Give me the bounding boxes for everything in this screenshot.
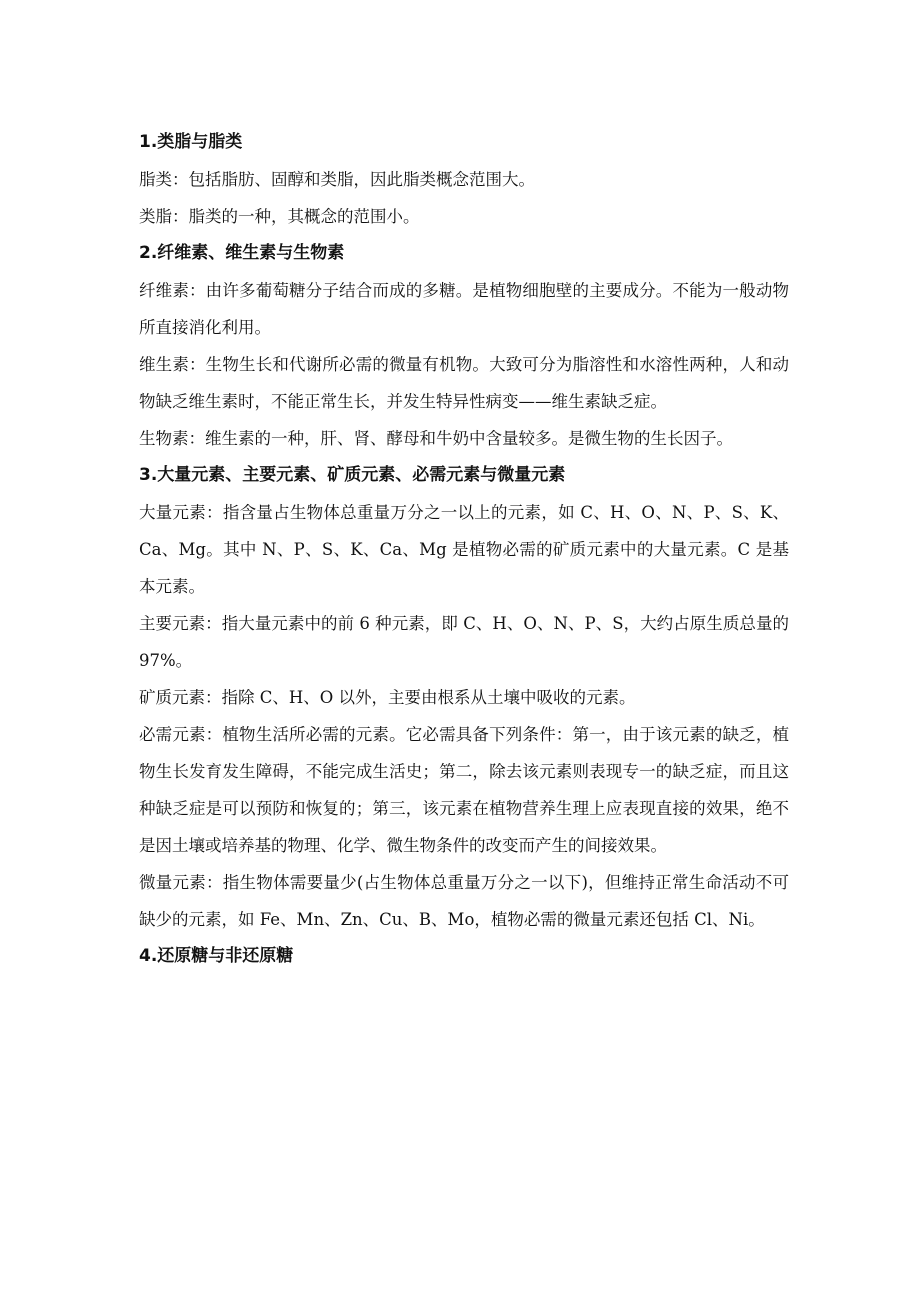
section-heading: 3.大量元素、主要元素、矿质元素、必需元素与微量元素	[139, 465, 566, 485]
paragraph: 微量元素：指生物体需要量少(占生物体总重量万分之一以下)，但维持正常生命活动不可缺少的元素，如 Fe、Mn、Zn、Cu、B、Mo，植物必需的微量元素还包括 Cl、Ni。	[139, 873, 789, 929]
section-1	[139, 124, 789, 235]
paragraph: 生物素：维生素的一种，肝、肾、酵母和牛奶中含量较多。是微生物的生长因子。	[139, 429, 733, 448]
section-heading: 1.类脂与脂类	[139, 132, 243, 152]
paragraph: 主要元素：指大量元素中的前 6 种元素，即 C、H、O、N、P、S，大约占原生质总量的 97%。	[139, 614, 789, 670]
document-page	[139, 124, 789, 975]
paragraph: 脂类：包括脂肪、固醇和类脂，因此脂类概念范围大。	[139, 170, 535, 189]
paragraph: 矿质元素：指除 C、H、O 以外，主要由根系从土壤中吸收的元素。	[139, 688, 636, 707]
section-heading: 2.纤维素、维生素与生物素	[139, 243, 345, 263]
section-heading: 4.还原糖与非还原糖	[139, 946, 294, 966]
paragraph: 维生素：生物生长和代谢所必需的微量有机物。大致可分为脂溶性和水溶性两种，人和动物缺乏维生素时，不能正常生长，并发生特异性病变——维生素缺乏症。	[139, 355, 789, 411]
paragraph: 类脂：脂类的一种，其概念的范围小。	[139, 207, 420, 226]
paragraph: 纤维素：由许多葡萄糖分子结合而成的多糖。是植物细胞壁的主要成分。不能为一般动物所直接消化利用。	[139, 281, 789, 337]
paragraph: 必需元素：植物生活所必需的元素。它必需具备下列条件：第一，由于该元素的缺乏，植物生长发育发生障碍，不能完成生活史；第二，除去该元素则表现专一的缺乏症，而且这种缺乏症是可以预防和恢复的；第三，该元素在植物营养生理上应表现直接的效果，绝不是因土壤或培养基的物理、化学、微生物条件的改变而产生的间接效果。	[139, 725, 789, 855]
section-3	[139, 457, 789, 938]
section-2	[139, 235, 789, 457]
paragraph: 大量元素：指含量占生物体总重量万分之一以上的元素，如 C、H、O、N、P、S、K、Ca、Mg。其中 N、P、S、K、Ca、Mg 是植物必需的矿质元素中的大量元素。C 是基本元素。	[139, 503, 789, 596]
section-4	[139, 938, 789, 975]
